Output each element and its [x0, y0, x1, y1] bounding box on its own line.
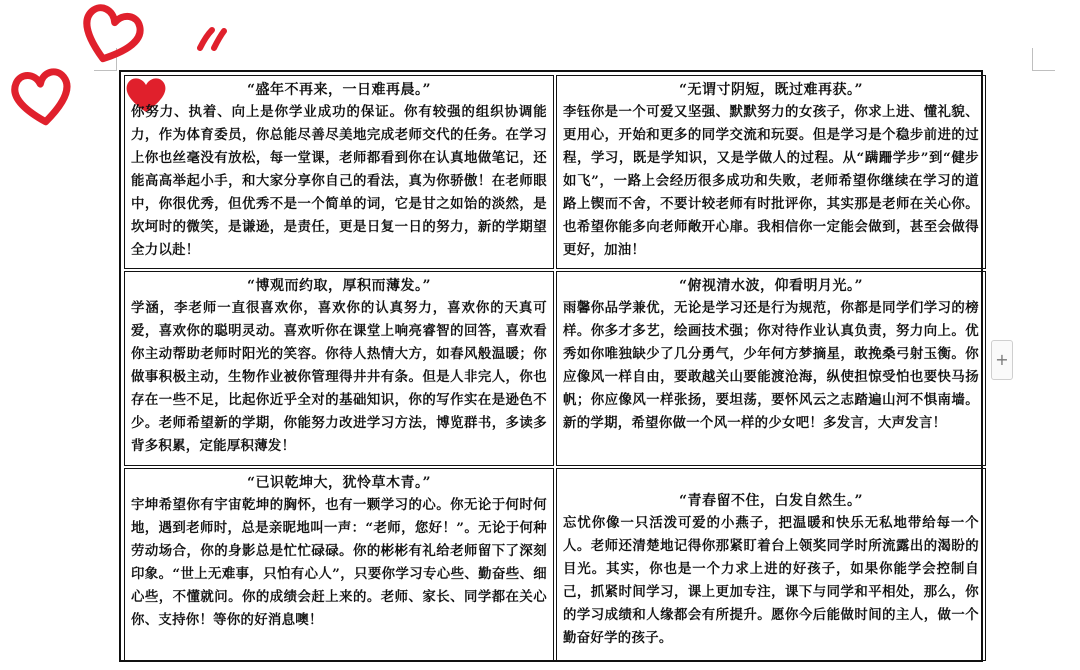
comment-cell — [556, 75, 986, 269]
heart-icon — [76, 4, 146, 66]
heart-icon — [194, 26, 234, 54]
cell-body: 学涵，李老师一直很喜欢你，喜欢你的认真努力，喜欢你的天真可爱，喜欢你的聪明灵动。喜欢听你在课堂上响亮睿智的回答，喜欢看你主动帮助老师时阳光的笑容。你待人热情大方，如春风般温暖；你做事积极主动，生物作业被你管理得井井有条。但是人非完人，你也存在一些不足，比起你近乎全对的基础知识，你的写作实在是逊色不少。老师希望新的学期，你能努力改进学习方法，博览群书，多读多背多积累，定能厚积薄发！ — [131, 300, 547, 454]
cell-body: 忘忧你像一只活泼可爱的小燕子，把温暖和快乐无私地带给每一个人。老师还清楚地记得你那紧盯着台上领奖同学时所流露出的渴盼的目光。其实，你也是一个力求上进的好孩子，如果你能学会控制自己，抓紧时间学习，课上更加专注，课下与同学和平相处，那么，你的学习成绩和人缘都会有所提升。愿你今后能做时间的主人，做一个勤奋好学的孩子。 — [563, 515, 979, 646]
comment-cell — [124, 468, 554, 661]
cell-body: 宇坤希望你有宇宙乾坤的胸怀，也有一颗学习的心。你无论于何时何地，遇到老师时，总是亲昵地叫一声：“老师，您好！”。无论于何种劳动场合，你的身影总是忙忙碌碌。你的彬彬有礼给老师留下了深刻印象。“世上无难事，只怕有心人”，只要你学习专心些、勤奋些、细心些，不懂就问。你的成绩会赶上来的。老师、家长、同学都在关心你、支持你！等你的好消息噢！ — [131, 497, 547, 628]
comment-cell — [556, 468, 986, 661]
cell-body: 李钰你是一个可爱又坚强、默默努力的女孩子，你求上进、懂礼貌、更用心，开始和更多的同学交流和玩耍。但是学习是个稳步前进的过程，学习，既是学知识，又是学做人的过程。从“蹒跚学步”到“健步如飞”，一路上会经历很多成功和失败，老师希望你继续在学习的道路上锲而不舍，不要计较老师有时批评你，其实那是老师在关心你。也希望你能多向老师敞开心扉。我相信你一定能会做到，甚至会做得更好，加油！ — [563, 104, 979, 258]
cell-quote: “青春留不住，白发自然生。” — [678, 493, 864, 509]
cell-quote: “盛年不再来，一日难再晨。” — [246, 82, 432, 98]
cell-quote: “无谓寸阴短，既过难再获。” — [678, 82, 864, 98]
page-corner-mark-right — [1032, 48, 1055, 71]
comment-cell — [124, 271, 554, 466]
heart-icon — [8, 62, 76, 130]
comment-cell — [124, 75, 554, 269]
comment-table — [119, 70, 983, 662]
cell-body: 雨馨你品学兼优，无论是学习还是行为规范，你都是同学们学习的榜样。你多才多艺，绘画技术强；你对待作业认真负责，努力向上。优秀如你唯独缺少了几分勇气，少年何方梦摘星，敢挽桑弓射玉衡。你应像风一样自由，要敢越关山要能渡沧海，纵使担惊受怕也要快马扬帆；你应像风一样张扬，要坦荡，要怀风云之志踏遍山河不惧南墙。新的学期，希望你做一个风一样的少女吧！多发言，大声发言！ — [563, 300, 979, 431]
cell-quote: “俯视清水波，仰看明月光。” — [678, 278, 864, 294]
add-column-button[interactable]: + — [991, 340, 1013, 380]
cell-quote: “已识乾坤大，犹怜草木青。” — [246, 475, 432, 491]
cell-body: 你努力、执着、向上是你学业成功的保证。你有较强的组织协调能力，作为体育委员，你总能尽善尽美地完成老师交代的任务。在学习上你也丝毫没有放松，每一堂课，老师都看到你在认真地做笔记，还能高高举起小手，和大家分享你自己的看法，真为你骄傲！在老师眼中，你很优秀，但优秀不是一个简单的词，它是甘之如饴的淡然，是坎坷时的微笑，是谦逊，是责任，更是日复一日的努力，新的学期望全力以赴！ — [131, 104, 547, 258]
comment-cell — [556, 271, 986, 466]
cell-quote: “博观而约取，厚积而薄发。” — [246, 278, 432, 294]
